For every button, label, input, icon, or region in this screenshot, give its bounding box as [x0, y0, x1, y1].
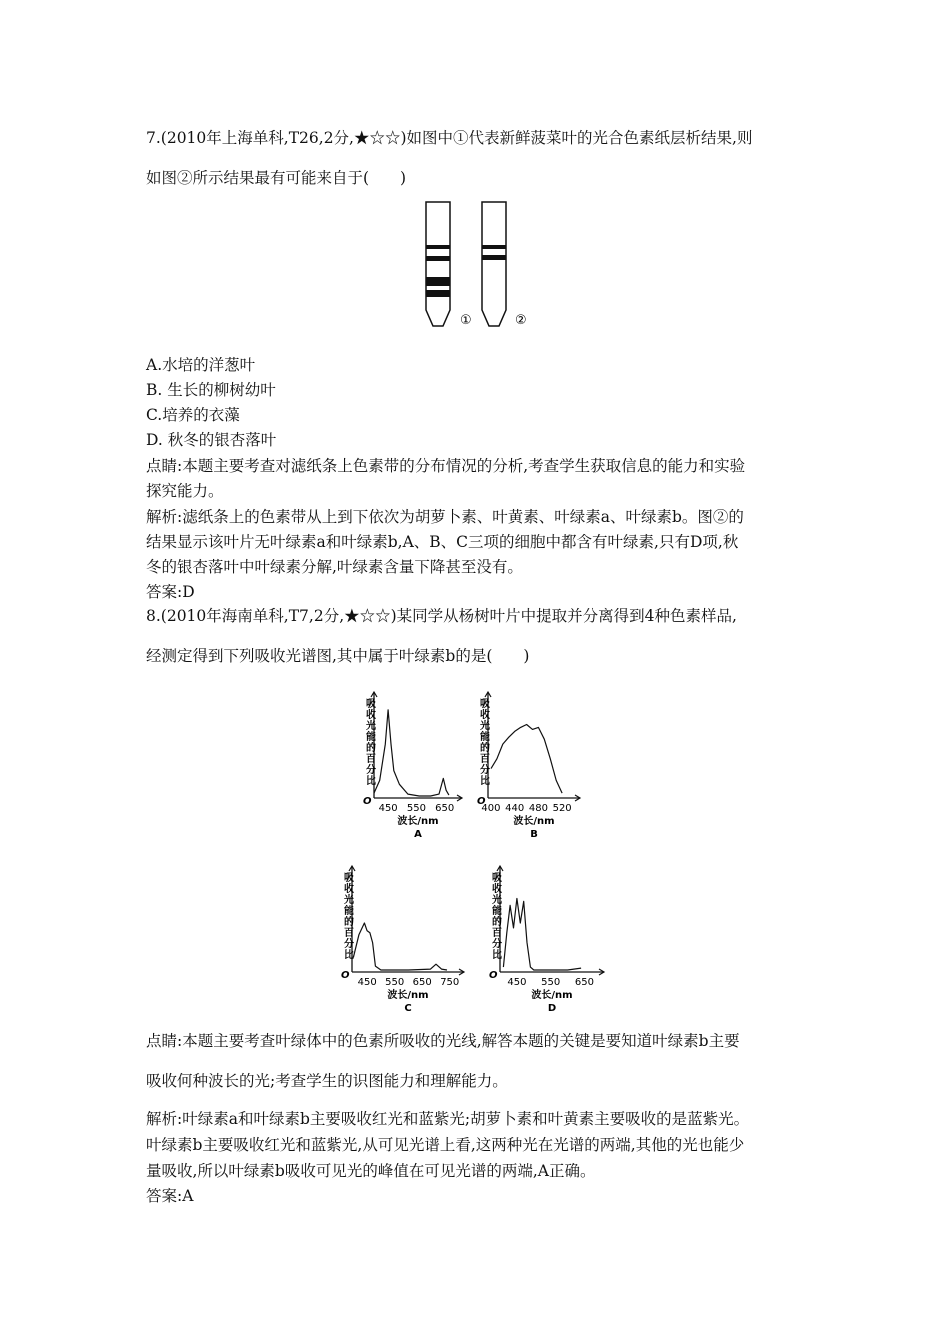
absorption-chart-a	[358, 688, 470, 838]
pigment-band	[426, 277, 450, 286]
x-tick-label: 520	[552, 803, 572, 814]
absorption-curve	[374, 710, 449, 796]
y-axis-label: 吸收光能的百分比	[489, 872, 501, 960]
x-tick-label: 550	[385, 977, 405, 988]
q8-comment-line1: 点睛:本题主要考查叶绿体中的色素所吸收的光线,解答本题的关键是要知道叶绿素b主要	[146, 1032, 740, 1050]
pigment-band	[482, 245, 506, 249]
y-axis-label: 吸收光能的百分比	[341, 872, 353, 960]
x-tick-label: 750	[440, 977, 460, 988]
q8-analysis-2: 叶绿素b主要吸收红光和蓝紫光,从可见光谱上看,这两种光在光谱的两端,其他的光也能少	[146, 1136, 745, 1154]
origin-label: O	[477, 796, 486, 807]
x-tick-label: 440	[505, 803, 525, 814]
x-tick-label: 400	[481, 803, 501, 814]
x-axis-label: 波长/nm	[513, 816, 555, 827]
x-tick-label: 450	[507, 977, 527, 988]
x-tick-label: 550	[406, 803, 426, 814]
pigment-band	[426, 245, 450, 249]
q7-stem-line1: 7.(2010年上海单科,T26,2分,★☆☆)如图中①代表新鲜菠菜叶的光合色素纸层析结果,则	[146, 129, 753, 147]
x-tick-label: 550	[541, 977, 561, 988]
q7-comment: 点睛:本题主要考查对滤纸条上色素带的分布情况的分析,考查学生获取信息的能力和实验	[146, 457, 746, 475]
origin-label: O	[363, 796, 372, 807]
chromatography-figure	[418, 198, 538, 332]
q7-option-a: A.水培的洋葱叶	[146, 356, 256, 374]
q8-analysis-3: 量吸收,所以叶绿素b吸收可见光的峰值在可见光谱的两端,A正确。	[146, 1162, 596, 1180]
strip-2-label: ②	[515, 313, 527, 328]
q8-comment-line2: 吸收何种波长的光;考查学生的识图能力和理解能力。	[146, 1072, 508, 1090]
q7-comment-cont: 探究能力。	[146, 482, 224, 500]
q7-analysis-2: 结果显示该叶片无叶绿素a和叶绿素b,A、B、C三项的细胞中都含有叶绿素,只有D项,秋	[146, 533, 739, 551]
x-axis-label: 波长/nm	[531, 990, 573, 1001]
absorption-curve	[503, 899, 581, 971]
origin-label: O	[341, 970, 350, 981]
pigment-band	[426, 290, 450, 297]
absorption-curve	[491, 725, 562, 794]
x-tick-label: 650	[435, 803, 455, 814]
q7-option-b: B. 生长的柳树幼叶	[146, 381, 276, 399]
q8-stem-line1: 8.(2010年海南单科,T7,2分,★☆☆)某同学从杨树叶片中提取并分离得到4种色素样品,	[146, 607, 737, 625]
absorption-chart-c	[336, 862, 470, 1012]
q8-stem-line2: 经测定得到下列吸收光谱图,其中属于叶绿素b的是( )	[146, 647, 530, 665]
pigment-band	[482, 255, 506, 260]
x-tick-label: 650	[412, 977, 432, 988]
q7-option-c: C.培养的衣藻	[146, 406, 240, 424]
x-tick-label: 450	[378, 803, 398, 814]
x-axis-label: 波长/nm	[387, 990, 429, 1001]
y-axis-label: 吸收光能的百分比	[363, 698, 375, 786]
chart-title: C	[404, 1003, 412, 1012]
q7-stem-line2: 如图②所示结果最有可能来自于( )	[146, 169, 407, 187]
strip-1	[426, 202, 450, 326]
x-tick-label: 480	[528, 803, 548, 814]
strip-2	[482, 202, 506, 326]
chart-title: B	[530, 829, 538, 838]
y-axis-label: 吸收光能的百分比	[477, 698, 489, 786]
q8-analysis-1: 解析:叶绿素a和叶绿素b主要吸收红光和蓝紫光;胡萝卜素和叶黄素主要吸收的是蓝紫光。	[146, 1110, 750, 1128]
x-axis-label: 波长/nm	[397, 816, 439, 827]
q8-answer: 答案:A	[146, 1187, 194, 1205]
q7-option-d: D. 秋冬的银杏落叶	[146, 431, 277, 449]
absorption-chart-b	[472, 688, 588, 838]
chart-title: D	[547, 1003, 557, 1012]
chart-title: A	[414, 829, 422, 838]
q7-analysis-1: 解析:滤纸条上的色素带从上到下依次为胡萝卜素、叶黄素、叶绿素a、叶绿素b。图②的	[146, 508, 744, 526]
q7-answer: 答案:D	[146, 583, 195, 601]
absorption-chart-d	[484, 862, 608, 1012]
x-tick-label: 650	[574, 977, 595, 988]
absorption-curve	[353, 923, 447, 970]
x-tick-label: 450	[357, 977, 377, 988]
q7-analysis-3: 冬的银杏落叶中叶绿素分解,叶绿素含量下降甚至没有。	[146, 558, 523, 576]
strip-1-label: ①	[460, 313, 472, 328]
origin-label: O	[489, 970, 498, 981]
pigment-band	[426, 256, 450, 261]
